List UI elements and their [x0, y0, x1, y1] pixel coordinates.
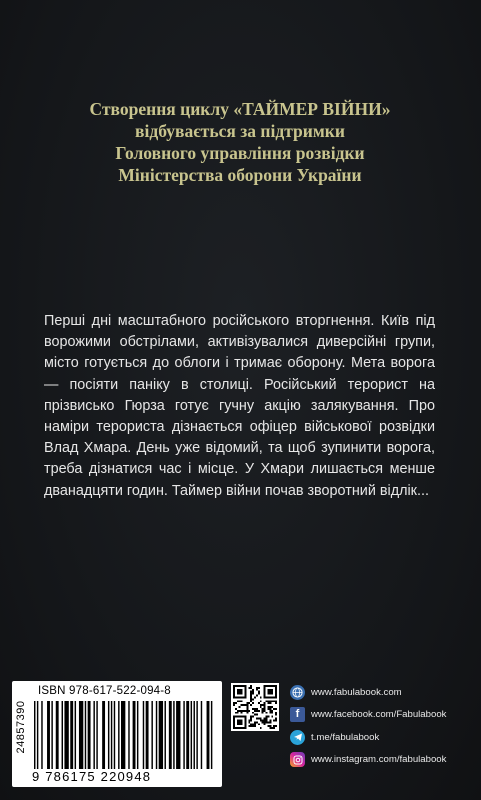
support-line: Створення циклу «ТАЙМЕР ВІЙНИ»	[89, 99, 391, 119]
link-website[interactable]	[290, 681, 475, 704]
link-facebook[interactable]	[290, 704, 475, 727]
isbn-barcode	[12, 681, 222, 787]
link-text: www.fabulabook.com	[311, 686, 402, 698]
support-line: Міністерства оборони України	[118, 165, 362, 185]
link-text: t.me/fabulabook	[311, 731, 380, 743]
support-statement	[40, 98, 440, 186]
isbn-label: ISBN 978-617-522-094-8	[38, 685, 171, 697]
telegram-icon	[290, 730, 305, 745]
qr-code	[231, 683, 279, 731]
link-text: www.facebook.com/Fabulabook	[311, 709, 447, 721]
link-instagram[interactable]	[290, 749, 475, 772]
facebook-icon: f	[290, 707, 305, 722]
globe-icon	[290, 685, 305, 700]
barcode-bars	[32, 701, 216, 769]
book-blurb	[44, 311, 435, 502]
support-line: відбувається за підтримки	[135, 121, 345, 141]
instagram-icon	[290, 752, 305, 767]
blurb-text: Перші дні масштабного російського вторгнення. Київ під ворожими обстрілами, активізувалися диверсійні групи, місто готується до облоги і тримає оборону. Мета ворога — посіяти паніку в столиці. Російський терорист на прізвисько Гюрза готує гучну акцію залякування. Про наміри терориста дізнається офіцер військової розвідки Влад Хмара. День уже відомий, та щоб зупинити ворога, треба дізнатися час і місце. У Хмари лишається менше дванадцяти годин. Таймер війни почав зворотний відлік...	[44, 313, 435, 499]
support-line: Головного управління розвідки	[115, 143, 365, 163]
social-links	[290, 681, 475, 771]
ean-digits: 9 786175 220948	[32, 769, 152, 784]
isbn-side-digits: 24857390	[15, 700, 27, 754]
link-text: www.instagram.com/fabulabook	[311, 754, 447, 766]
link-telegram[interactable]	[290, 726, 475, 749]
